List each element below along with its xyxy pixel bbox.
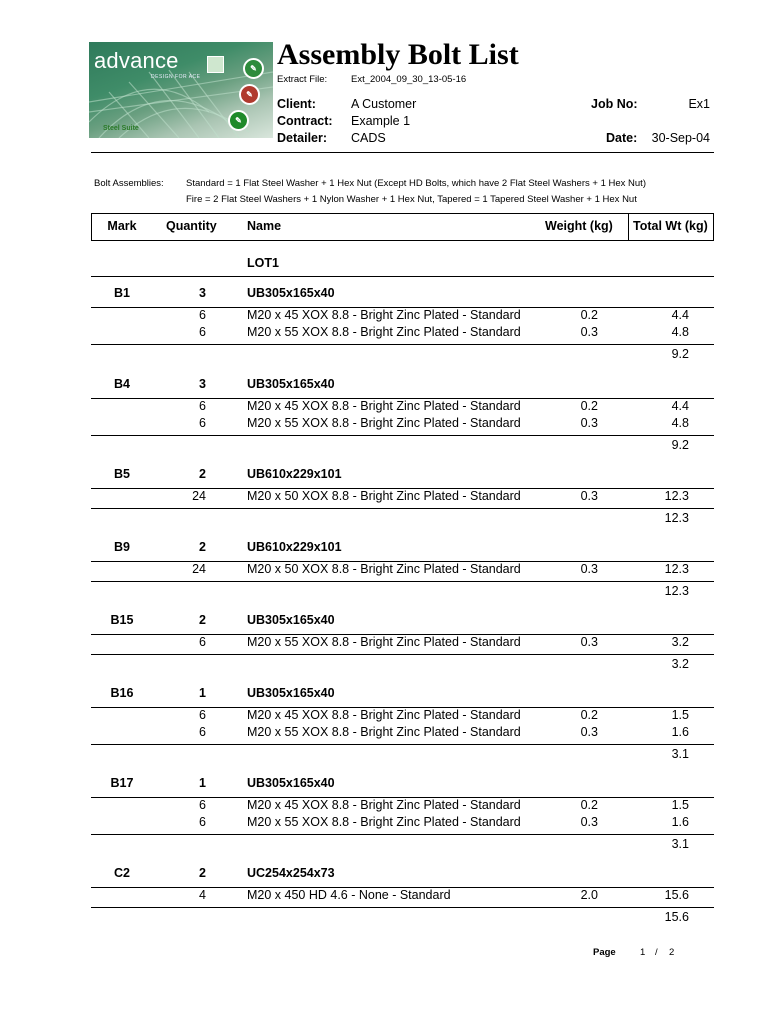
assembly-subtotal: 3.2 — [671, 657, 689, 671]
leaf-circle-icon: ✎ — [243, 58, 264, 79]
bolt-weight: 0.3 — [580, 635, 598, 649]
assembly-mark: C2 — [114, 866, 130, 880]
bolt-quantity: 6 — [199, 815, 206, 829]
assembly-quantity: 3 — [199, 286, 206, 300]
assembly-name: UB305x165x40 — [247, 686, 335, 700]
bolt-description: M20 x 50 XOX 8.8 - Bright Zinc Plated - Standard — [247, 489, 521, 503]
subtotal-divider — [91, 744, 714, 745]
assembly-mark: B16 — [110, 686, 134, 700]
bolt-description: M20 x 55 XOX 8.8 - Bright Zinc Plated - Standard — [247, 725, 521, 739]
page-title: Assembly Bolt List — [277, 38, 519, 71]
contract-label: Contract: — [277, 114, 333, 128]
logo-suite-label: Steel Suite — [103, 125, 139, 132]
date-value: 30-Sep-04 — [651, 131, 710, 145]
bolt-weight: 0.3 — [580, 416, 598, 430]
bolt-description: M20 x 55 XOX 8.8 - Bright Zinc Plated - Standard — [247, 416, 521, 430]
assembly-mark: B9 — [114, 540, 130, 554]
bolt-weight: 0.2 — [580, 798, 598, 812]
bolt-assemblies-note-2: Fire = 2 Flat Steel Washers + 1 Nylon Washer + 1 Hex Nut, Tapered = 1 Tapered Steel Washer + 1 Hex Nut — [186, 194, 637, 205]
assembly-name: UB305x165x40 — [247, 613, 335, 627]
green-circle-icon: ✎ — [228, 110, 249, 131]
assembly-quantity: 2 — [199, 540, 206, 554]
column-mark: Mark — [107, 219, 137, 233]
subtotal-divider — [91, 834, 714, 835]
header-divider — [91, 152, 714, 153]
assembly-name: UB610x229x101 — [247, 540, 342, 554]
bolt-description: M20 x 55 XOX 8.8 - Bright Zinc Plated - Standard — [247, 635, 521, 649]
logo-tagline: DESIGN FOR ACE — [151, 74, 201, 80]
bolt-total-weight: 1.6 — [671, 815, 689, 829]
client-value: A Customer — [351, 97, 417, 111]
bolt-total-weight: 1.5 — [671, 708, 689, 722]
page-current: 1 — [640, 947, 646, 958]
bolt-total-weight: 1.5 — [671, 798, 689, 812]
subtotal-divider — [91, 435, 714, 436]
bolt-total-weight: 3.2 — [671, 635, 689, 649]
assembly-subtotal: 9.2 — [671, 347, 689, 361]
assembly-name: UB610x229x101 — [247, 467, 342, 481]
assembly-quantity: 2 — [199, 467, 206, 481]
bolt-quantity: 4 — [199, 888, 206, 902]
bolt-description: M20 x 450 HD 4.6 - None - Standard — [247, 888, 451, 902]
bolt-total-weight: 4.8 — [671, 416, 689, 430]
bolt-total-weight: 12.3 — [664, 489, 689, 503]
bolt-total-weight: 4.4 — [671, 308, 689, 322]
contract-value: Example 1 — [351, 114, 411, 128]
bolt-quantity: 6 — [199, 325, 206, 339]
assembly-quantity: 2 — [199, 866, 206, 880]
assembly-subtotal: 15.6 — [664, 910, 689, 924]
subtotal-divider — [91, 654, 714, 655]
lot-label: LOT1 — [247, 256, 279, 270]
bolt-total-weight: 4.4 — [671, 399, 689, 413]
assembly-subtotal: 9.2 — [671, 438, 689, 452]
assembly-quantity: 1 — [199, 776, 206, 790]
bolt-description: M20 x 45 XOX 8.8 - Bright Zinc Plated - Standard — [247, 308, 521, 322]
bolt-quantity: 24 — [192, 489, 206, 503]
assembly-mark: B5 — [114, 467, 130, 481]
assembly-subtotal: 3.1 — [671, 837, 689, 851]
assembly-name: UB305x165x40 — [247, 286, 335, 300]
extract-file-value: Ext_2004_09_30_13-05-16 — [351, 74, 467, 85]
bolt-quantity: 6 — [199, 798, 206, 812]
column-header-divider — [628, 213, 629, 241]
assembly-quantity: 3 — [199, 377, 206, 391]
lot-divider — [91, 276, 714, 277]
bolt-description: M20 x 55 XOX 8.8 - Bright Zinc Plated - Standard — [247, 325, 521, 339]
assembly-mark: B4 — [114, 377, 130, 391]
advance-logo — [89, 42, 273, 138]
subtotal-divider — [91, 508, 714, 509]
bolt-description: M20 x 45 XOX 8.8 - Bright Zinc Plated - Standard — [247, 798, 521, 812]
assembly-name: UB305x165x40 — [247, 776, 335, 790]
bolt-quantity: 6 — [199, 725, 206, 739]
bolt-weight: 0.3 — [580, 325, 598, 339]
column-name: Name — [247, 219, 282, 233]
page-total: 2 — [669, 947, 675, 958]
job-no-label: Job No: — [591, 97, 638, 111]
date-label: Date: — [606, 131, 638, 145]
logo-wordmark: advance — [94, 48, 179, 73]
assembly-name: UB305x165x40 — [247, 377, 335, 391]
bolt-quantity: 6 — [199, 308, 206, 322]
column-weight: Weight (kg) — [545, 219, 613, 233]
assembly-mark: B17 — [110, 776, 134, 790]
detailer-value: CADS — [351, 131, 386, 145]
bolt-quantity: 6 — [199, 416, 206, 430]
bolt-weight: 0.3 — [580, 489, 598, 503]
page-label: Page — [593, 947, 616, 958]
column-total-weight: Total Wt (kg) — [633, 219, 708, 233]
detailer-label: Detailer: — [277, 131, 328, 145]
bolt-weight: 0.2 — [580, 399, 598, 413]
subtotal-divider — [91, 907, 714, 908]
red-circle-icon: ✎ — [239, 84, 260, 105]
bolt-total-weight: 12.3 — [664, 562, 689, 576]
column-quantity: Quantity — [166, 219, 217, 233]
assembly-subtotal: 3.1 — [671, 747, 689, 761]
logo-square-icon — [207, 56, 224, 73]
bolt-total-weight: 4.8 — [671, 325, 689, 339]
bolt-weight: 0.2 — [580, 708, 598, 722]
bolt-assemblies-note-1: Standard = 1 Flat Steel Washer + 1 Hex Nut (Except HD Bolts, which have 2 Flat Steel Washers + 1 Hex Nut) — [186, 178, 646, 189]
bolt-description: M20 x 50 XOX 8.8 - Bright Zinc Plated - Standard — [247, 562, 521, 576]
extract-file-label: Extract File: — [277, 74, 328, 85]
bolt-total-weight: 15.6 — [664, 888, 689, 902]
assembly-subtotal: 12.3 — [664, 584, 689, 598]
bolt-description: M20 x 45 XOX 8.8 - Bright Zinc Plated - Standard — [247, 708, 521, 722]
assembly-mark: B1 — [114, 286, 130, 300]
bolt-quantity: 24 — [192, 562, 206, 576]
client-label: Client: — [277, 97, 316, 111]
assembly-quantity: 2 — [199, 613, 206, 627]
bolt-description: M20 x 45 XOX 8.8 - Bright Zinc Plated - Standard — [247, 399, 521, 413]
bolt-description: M20 x 55 XOX 8.8 - Bright Zinc Plated - Standard — [247, 815, 521, 829]
bolt-weight: 0.3 — [580, 815, 598, 829]
bolt-quantity: 6 — [199, 399, 206, 413]
bolt-assemblies-label: Bolt Assemblies: — [94, 178, 164, 189]
subtotal-divider — [91, 581, 714, 582]
assembly-mark: B15 — [110, 613, 134, 627]
bolt-weight: 2.0 — [580, 888, 598, 902]
bolt-weight: 0.3 — [580, 562, 598, 576]
bolt-quantity: 6 — [199, 708, 206, 722]
bolt-quantity: 6 — [199, 635, 206, 649]
subtotal-divider — [91, 344, 714, 345]
bolt-total-weight: 1.6 — [671, 725, 689, 739]
bolt-weight: 0.3 — [580, 725, 598, 739]
page-separator: / — [655, 947, 658, 958]
bolt-weight: 0.2 — [580, 308, 598, 322]
assembly-subtotal: 12.3 — [664, 511, 689, 525]
assembly-quantity: 1 — [199, 686, 206, 700]
assembly-name: UC254x254x73 — [247, 866, 335, 880]
job-no-value: Ex1 — [688, 97, 710, 111]
